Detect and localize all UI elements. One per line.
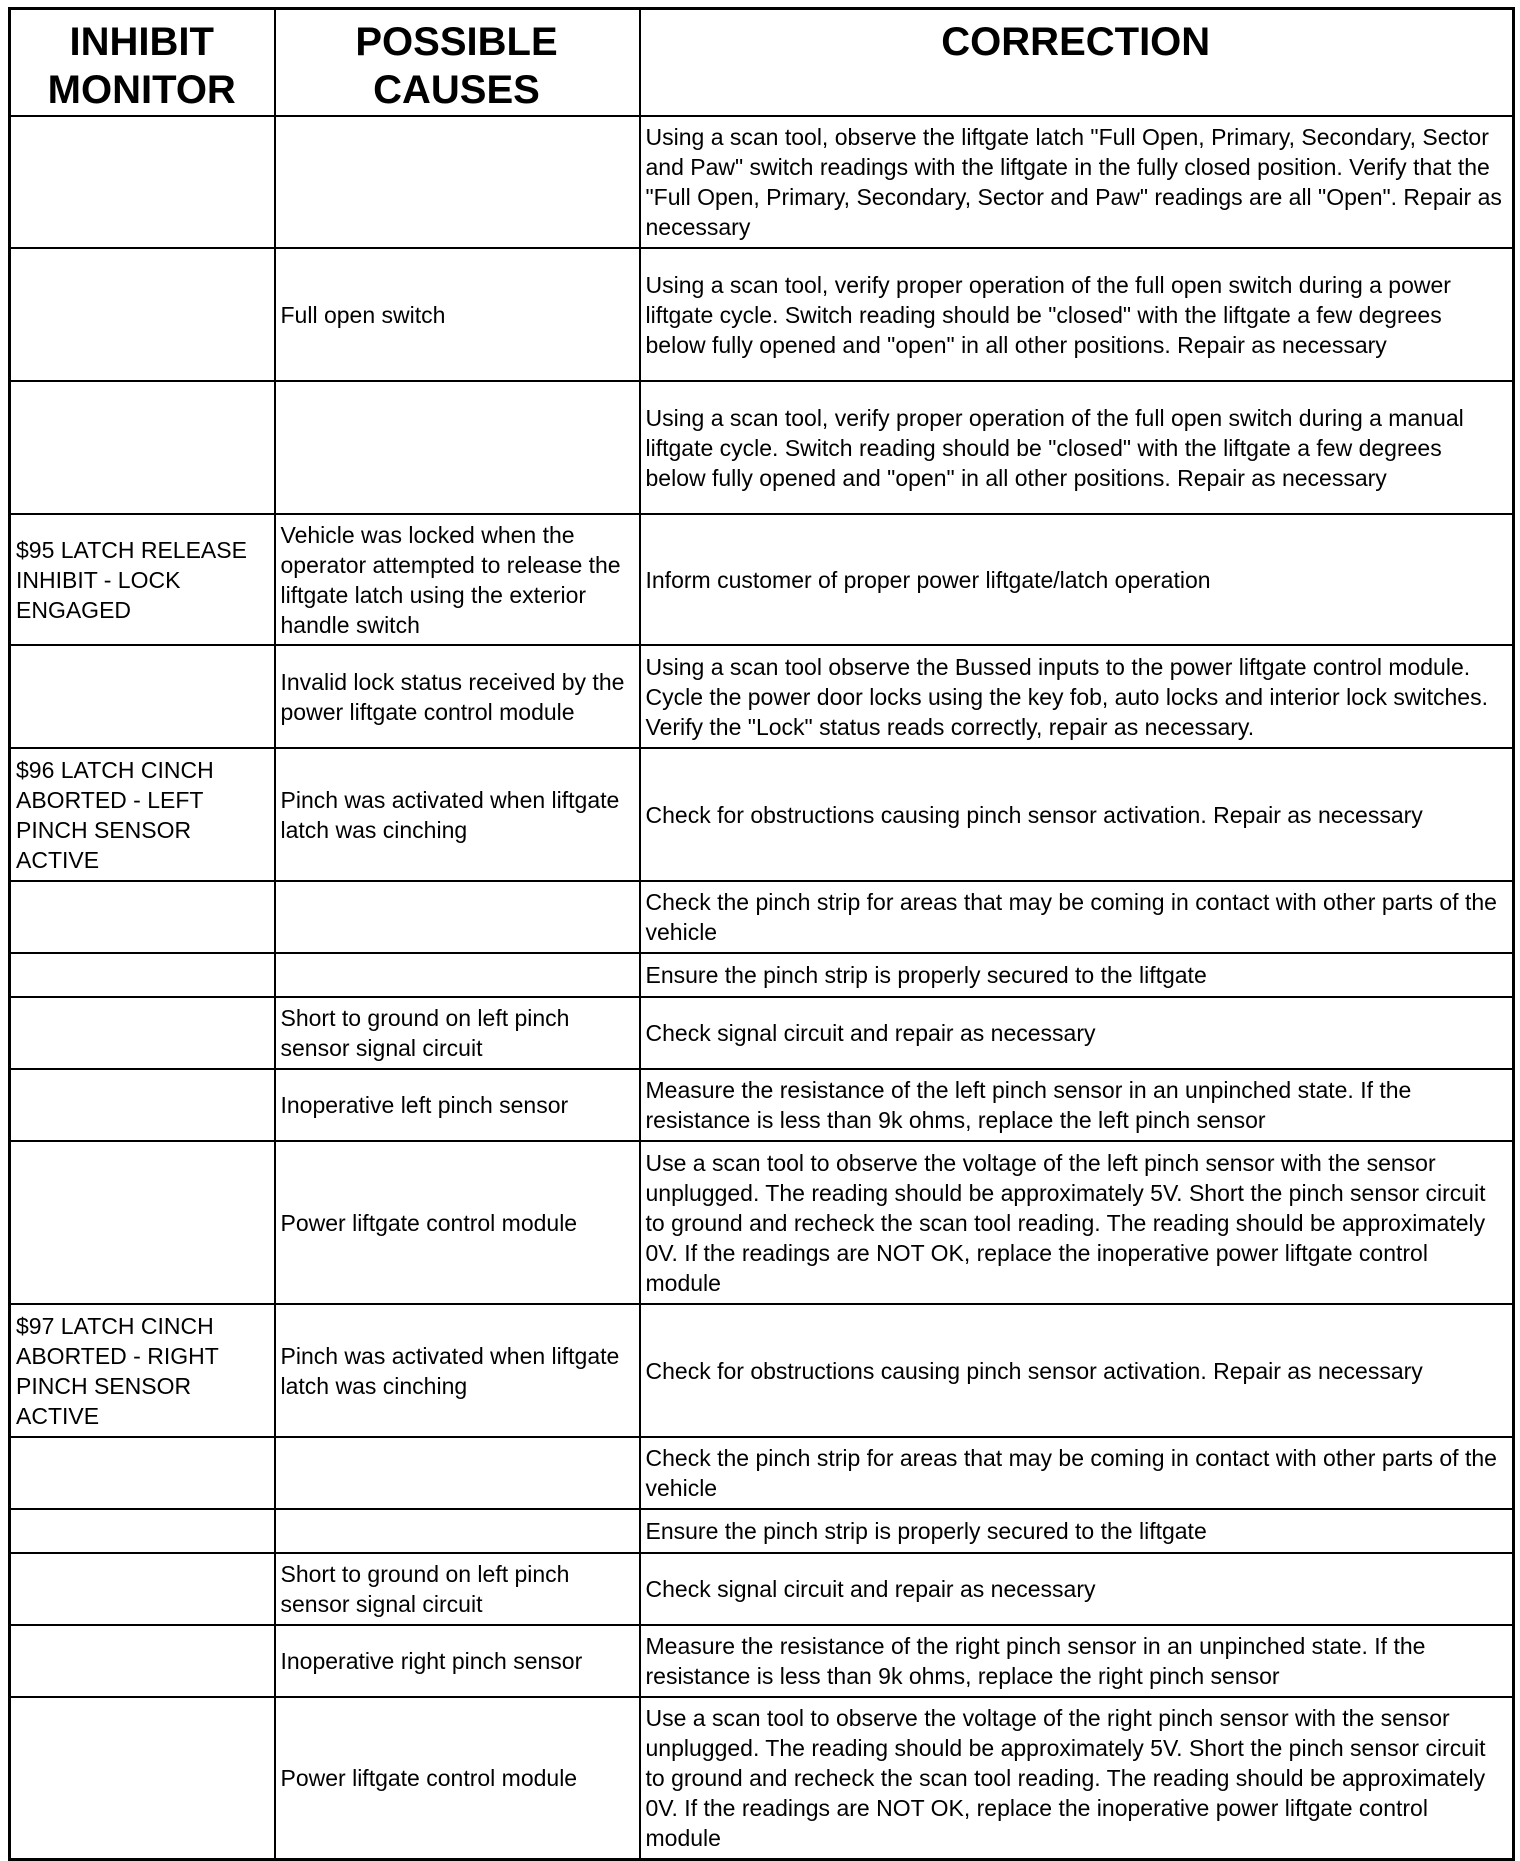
monitor-cell [10,881,275,953]
monitor-cell [10,1141,275,1304]
cause-cell: Full open switch [275,248,640,381]
monitor-cell [10,1437,275,1509]
monitor-cell [10,1625,275,1697]
cause-cell [275,116,640,248]
cause-cell: Invalid lock status received by the power liftgate control module [275,645,640,748]
correction-cell: Check the pinch strip for areas that may be coming in contact with other parts of the vehicle [640,881,1514,953]
table-row [10,116,1514,248]
header-inhibit-monitor: INHIBIT MONITOR [10,9,275,117]
cause-cell [275,953,640,997]
correction-cell: Check for obstructions causing pinch sensor activation. Repair as necessary [640,1304,1514,1437]
cause-cell: Pinch was activated when liftgate latch was cinching [275,748,640,881]
table-row [10,514,1514,645]
monitor-cell [10,1509,275,1553]
correction-cell: Using a scan tool, verify proper operation of the full open switch during a power liftgate cycle. Switch reading should be "closed" with the liftgate a few degrees below fully opened and "open" in all other positions. Repair as necessary [640,248,1514,381]
table-row [10,1553,1514,1625]
diagnostic-table [8,7,1515,1861]
monitor-cell: $96 LATCH CINCH ABORTED - LEFT PINCH SENSOR ACTIVE [10,748,275,881]
header-possible-causes: POSSIBLE CAUSES [275,9,640,117]
correction-cell: Using a scan tool, verify proper operation of the full open switch during a manual liftgate cycle. Switch reading should be "closed" with the liftgate a few degrees below fully opened and "open" in all other positions. Repair as necessary [640,381,1514,514]
cause-cell: Short to ground on left pinch sensor signal circuit [275,1553,640,1625]
correction-cell: Measure the resistance of the right pinch sensor in an unpinched state. If the resistance is less than 9k ohms, replace the right pinch sensor [640,1625,1514,1697]
table-row [10,1625,1514,1697]
table-row [10,1437,1514,1509]
table-row [10,1697,1514,1859]
table-row [10,1304,1514,1437]
table-row [10,953,1514,997]
cause-cell [275,881,640,953]
monitor-cell [10,1697,275,1859]
table-row [10,997,1514,1069]
monitor-cell [10,248,275,381]
cause-cell: Inoperative right pinch sensor [275,1625,640,1697]
table-row [10,645,1514,748]
monitor-cell [10,997,275,1069]
cause-cell: Vehicle was locked when the operator attempted to release the liftgate latch using the exterior handle switch [275,514,640,645]
cause-cell: Inoperative left pinch sensor [275,1069,640,1141]
cause-cell [275,381,640,514]
table-row [10,381,1514,514]
correction-cell: Check the pinch strip for areas that may be coming in contact with other parts of the vehicle [640,1437,1514,1509]
table-row [10,748,1514,881]
cause-cell [275,1437,640,1509]
correction-cell: Check for obstructions causing pinch sensor activation. Repair as necessary [640,748,1514,881]
monitor-cell: $97 LATCH CINCH ABORTED - RIGHT PINCH SENSOR ACTIVE [10,1304,275,1437]
correction-cell: Using a scan tool observe the Bussed inputs to the power liftgate control module. Cycle the power door locks using the key fob, auto locks and interior lock switches. Verify the "Lock" status reads correctly, repair as necessary. [640,645,1514,748]
cause-cell: Power liftgate control module [275,1141,640,1304]
correction-cell: Use a scan tool to observe the voltage of the right pinch sensor with the sensor unplugged. The reading should be approximately 5V. Short the pinch sensor circuit to ground and recheck the scan tool reading. The reading should be approximately 0V. If the readings are NOT OK, replace the inoperative power liftgate control module [640,1697,1514,1859]
monitor-cell: $95 LATCH RELEASE INHIBIT - LOCK ENGAGED [10,514,275,645]
monitor-cell [10,1069,275,1141]
monitor-cell [10,953,275,997]
correction-cell: Use a scan tool to observe the voltage of the left pinch sensor with the sensor unplugged. The reading should be approximately 5V. Short the pinch sensor circuit to ground and recheck the scan tool reading. The reading should be approximately 0V. If the readings are NOT OK, replace the inoperative power liftgate control module [640,1141,1514,1304]
correction-cell: Check signal circuit and repair as necessary [640,997,1514,1069]
correction-cell: Ensure the pinch strip is properly secured to the liftgate [640,1509,1514,1553]
correction-cell: Ensure the pinch strip is properly secured to the liftgate [640,953,1514,997]
cause-cell: Short to ground on left pinch sensor signal circuit [275,997,640,1069]
table-row [10,1069,1514,1141]
monitor-cell [10,645,275,748]
cause-cell: Power liftgate control module [275,1697,640,1859]
table-row [10,1141,1514,1304]
correction-cell: Inform customer of proper power liftgate/latch operation [640,514,1514,645]
table-row [10,881,1514,953]
header-correction: CORRECTION [640,9,1514,117]
cause-cell [275,1509,640,1553]
correction-cell: Measure the resistance of the left pinch sensor in an unpinched state. If the resistance is less than 9k ohms, replace the left pinch sensor [640,1069,1514,1141]
monitor-cell [10,1553,275,1625]
cause-cell: Pinch was activated when liftgate latch was cinching [275,1304,640,1437]
correction-cell: Check signal circuit and repair as necessary [640,1553,1514,1625]
monitor-cell [10,381,275,514]
table-row [10,1509,1514,1553]
header-row [10,9,1514,117]
correction-cell: Using a scan tool, observe the liftgate latch "Full Open, Primary, Secondary, Sector and Paw" switch readings with the liftgate in the fully closed position. Verify that the "Full Open, Primary, Secondary, Sector and Paw" readings are all "Open". Repair as necessary [640,116,1514,248]
monitor-cell [10,116,275,248]
table-row [10,248,1514,381]
